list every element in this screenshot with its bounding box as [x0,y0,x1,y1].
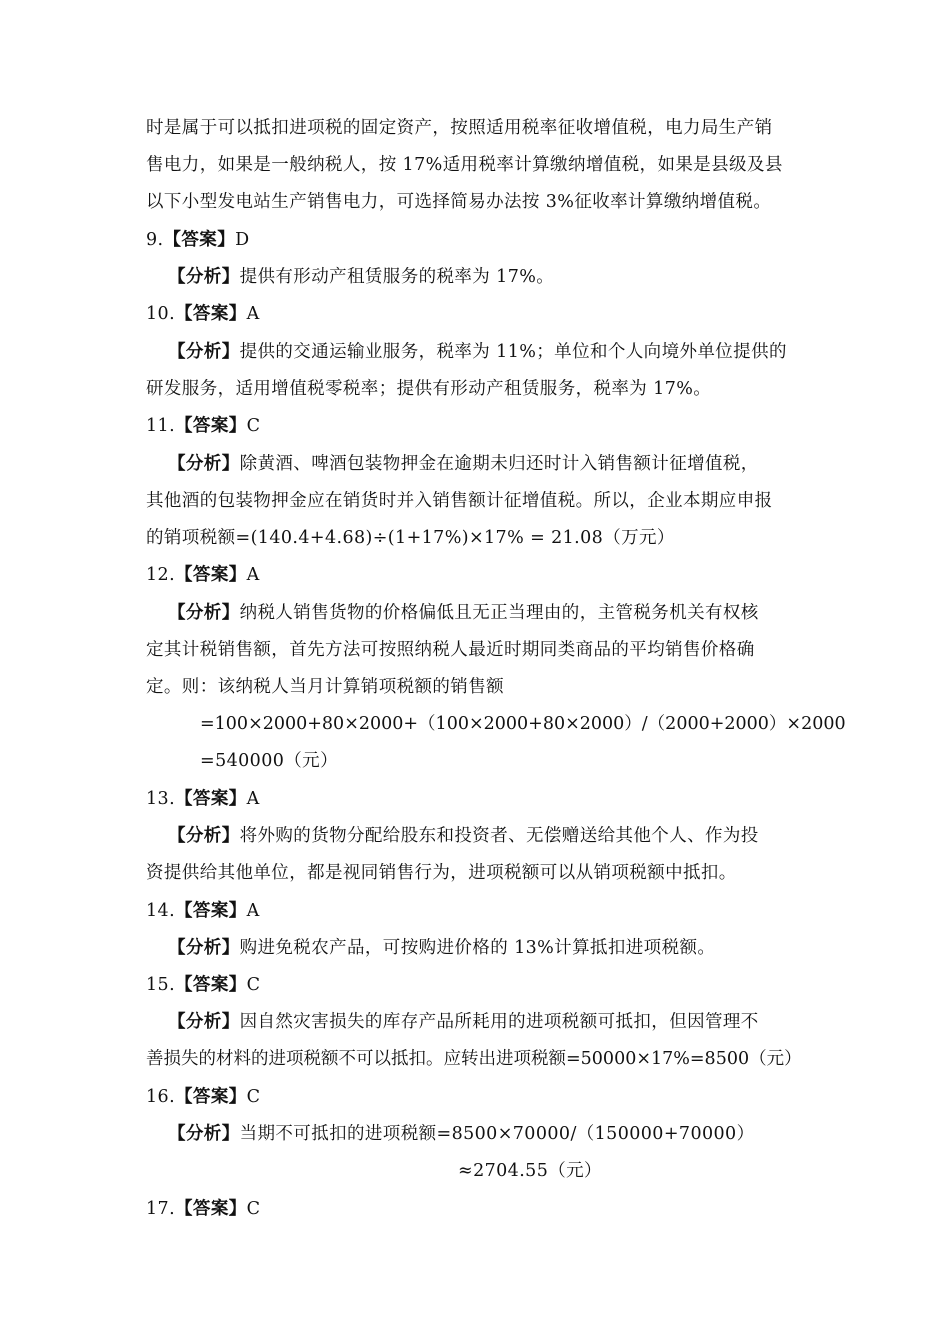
question-number: 13. [146,789,176,809]
analysis-line-q11 [168,452,759,476]
answer-value: A [246,304,260,324]
analysis-text: 提供的交通运输业服务，税率为 11%；单位和个人向境外单位提供的 [239,342,787,362]
analysis-label: 【分析】 [168,603,240,623]
paragraph-line: 时是属于可以抵扣进项税的固定资产，按照适用税率征收增值税，电力局生产销 [146,118,773,138]
answer-line-q11 [146,414,260,438]
analysis-continuation: 其他酒的包装物押金应在销货时并入销售额计征增值税。所以，企业本期应申报 [146,491,773,511]
answer-label: 【答案】 [175,416,247,436]
question-number: 9. [146,230,164,250]
formula-line: =100×2000+80×2000+（100×2000+80×2000）/（2000+2000）×2000 [200,714,846,734]
answer-label: 【答案】 [175,1199,247,1219]
analysis-line-q15 [168,1010,759,1034]
analysis-line-q16 [168,1122,754,1146]
answer-line-q10 [146,302,260,326]
analysis-text: 将外购的货物分配给股东和投资者、无偿赠送给其他个人、作为投 [239,826,759,846]
answer-value: A [246,789,260,809]
analysis-line-q14 [168,936,715,960]
analysis-line-q9 [168,265,554,289]
answer-label: 【答案】 [175,1087,247,1107]
answer-label: 【答案】 [163,230,236,250]
analysis-line-q10 [168,340,787,364]
paragraph-line: 售电力，如果是一般纳税人，按 17%适用税率计算缴纳增值税，如果是县级及县 [146,155,783,175]
formula-line: =540000（元） [200,751,338,771]
question-number: 11. [146,416,176,436]
answer-label: 【答案】 [175,901,247,921]
answer-value: A [246,565,260,585]
answer-line-q15 [146,973,260,997]
formula-result: ≈2704.55（元） [458,1161,602,1181]
analysis-text: 除黄酒、啤酒包装物押金在逾期未归还时计入销售额计征增值税， [239,454,759,474]
analysis-text: 纳税人销售货物的价格偏低且无正当理由的，主管税务机关有权核 [239,603,759,623]
analysis-continuation: 资提供给其他单位，都是视同销售行为，进项税额可以从销项税额中抵扣。 [146,863,737,883]
answer-value: C [246,416,261,436]
analysis-label: 【分析】 [168,342,240,362]
analysis-continuation: 定。则：该纳税人当月计算销项税额的销售额 [146,677,504,697]
analysis-label: 【分析】 [168,826,240,846]
answer-label: 【答案】 [175,975,247,995]
answer-line-q13 [146,787,260,811]
analysis-text: 因自然灾害损失的库存产品所耗用的进项税额可抵扣，但因管理不 [239,1012,759,1032]
analysis-label: 【分析】 [168,1012,240,1032]
analysis-continuation: 研发服务，适用增值税零税率；提供有形动产租赁服务，税率为 17%。 [146,379,712,399]
answer-label: 【答案】 [175,789,247,809]
analysis-line-q12 [168,601,759,625]
analysis-text: 购进免税农产品，可按购进价格的 13%计算抵扣进项税额。 [239,938,716,958]
analysis-continuation: 定其计税销售额，首先方法可按照纳税人最近时期同类商品的平均销售价格确 [146,640,755,660]
analysis-line-q13 [168,824,759,848]
question-number: 14. [146,901,176,921]
analysis-label: 【分析】 [168,267,240,287]
answer-line-q17 [146,1197,260,1221]
answer-value: D [235,230,250,250]
paragraph-line: 以下小型发电站生产销售电力，可选择简易办法按 3%征收率计算缴纳增值税。 [146,192,772,212]
analysis-label: 【分析】 [168,938,240,958]
analysis-label: 【分析】 [168,454,240,474]
analysis-text: 提供有形动产租赁服务的税率为 17%。 [239,267,555,287]
question-number: 12. [146,565,176,585]
question-number: 16. [146,1087,176,1107]
answer-value: C [246,1199,261,1219]
answer-value: C [246,1087,261,1107]
answer-label: 【答案】 [175,304,247,324]
question-number: 15. [146,975,176,995]
answer-line-q14 [146,899,260,923]
answer-line-q12 [146,563,260,587]
answer-value: A [246,901,260,921]
answer-value: C [246,975,261,995]
answer-line-q9 [146,228,250,252]
analysis-continuation: 善损失的材料的进项税额不可以抵扣。应转出进项税额=50000×17%=8500（元） [146,1049,802,1069]
question-number: 17. [146,1199,176,1219]
answer-label: 【答案】 [175,565,247,585]
question-number: 10. [146,304,176,324]
analysis-text: 当期不可抵扣的进项税额=8500×70000/（150000+70000） [239,1124,755,1144]
analysis-label: 【分析】 [168,1124,240,1144]
answer-line-q16 [146,1085,260,1109]
analysis-continuation: 的销项税额=(140.4+4.68)÷(1+17%)×17% = 21.08（万元） [146,528,675,548]
